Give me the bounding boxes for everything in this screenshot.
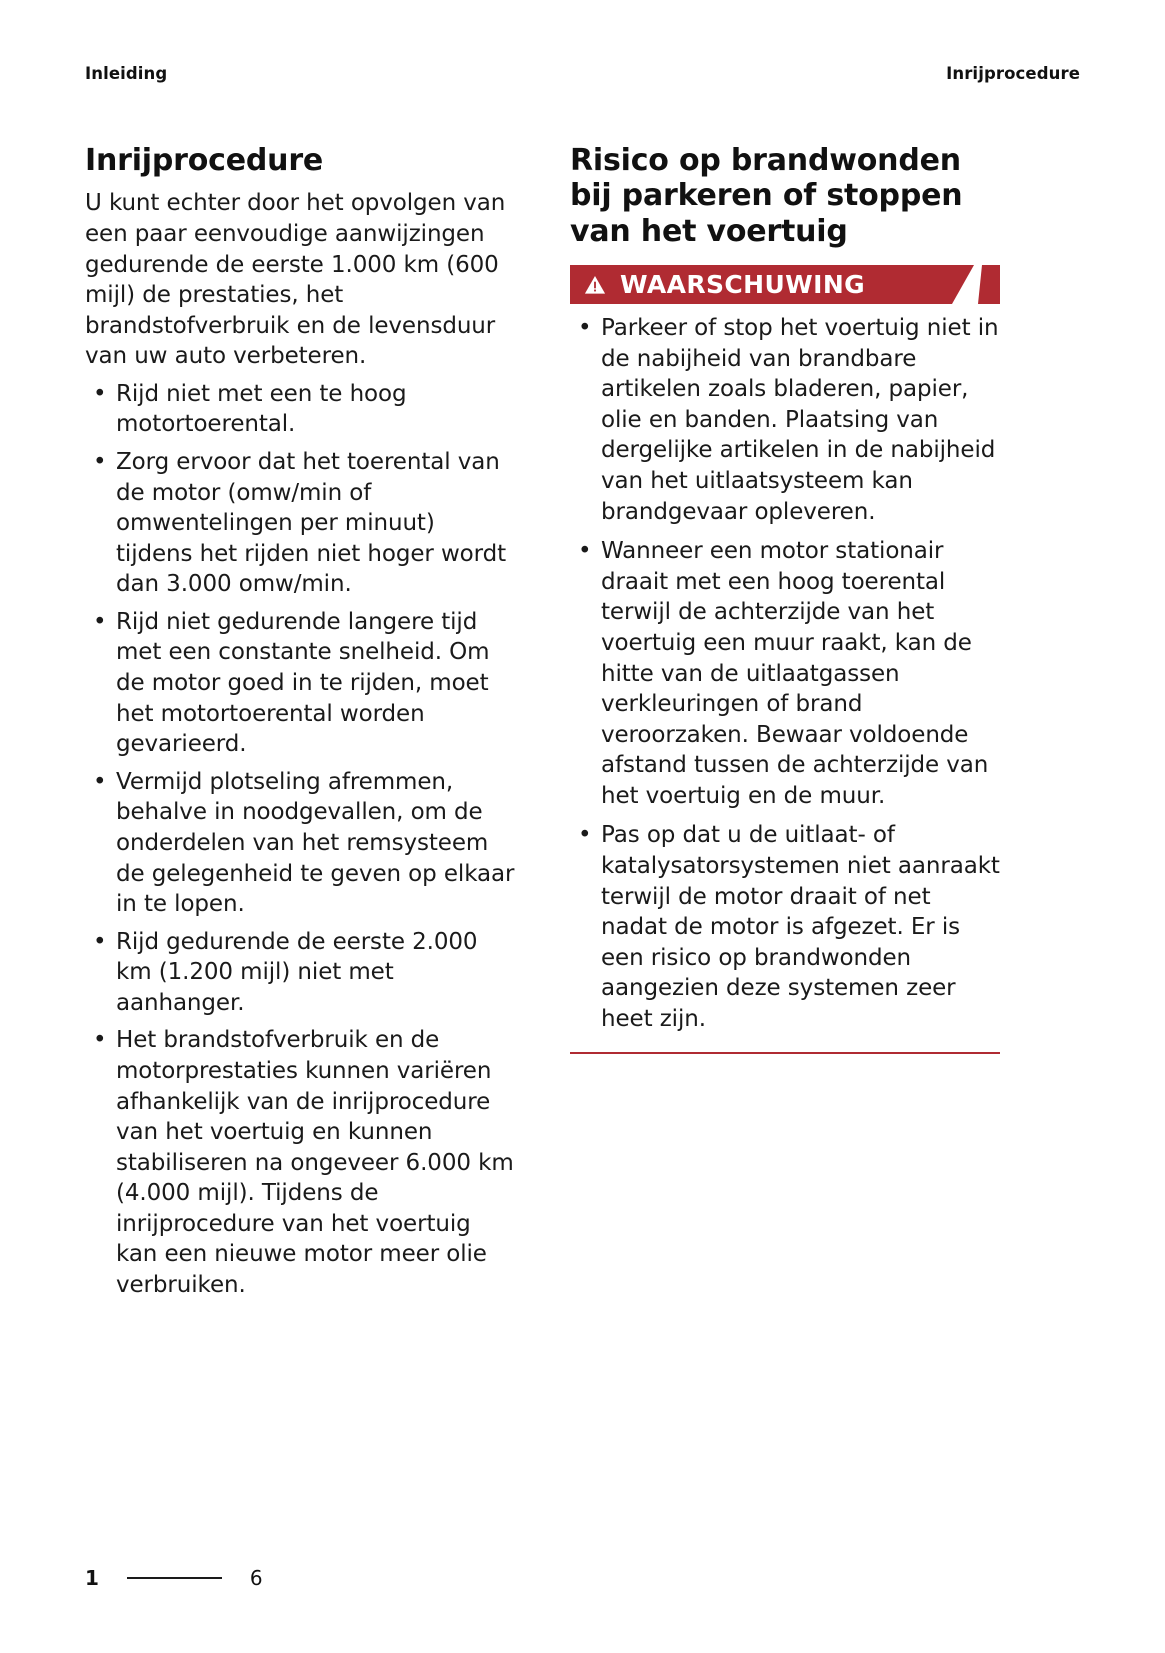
running-header xyxy=(85,64,1080,83)
warning-banner xyxy=(570,265,1000,304)
bullet-point-icon: • xyxy=(578,538,592,565)
list-item xyxy=(570,536,1000,811)
banner-diagonal-stripes-icon xyxy=(890,265,1000,304)
content-columns xyxy=(85,143,1080,1301)
header-section-right: Inrijprocedure xyxy=(946,64,1080,83)
list-item xyxy=(85,607,515,760)
bullet-point-icon: • xyxy=(93,380,107,407)
list-item xyxy=(85,927,515,1019)
left-section-title: Inrijprocedure xyxy=(85,143,324,178)
list-item-text: Zorg ervoor dat het toerental van de motor (omw/min of omwentelingen per minuut) tijdens het rijden niet hoger wordt dan 3.000 omw/min. xyxy=(116,449,507,598)
bullet-point-icon: • xyxy=(93,449,107,476)
list-item xyxy=(85,447,515,600)
footer-divider xyxy=(127,1577,222,1579)
bullet-point-icon: • xyxy=(578,315,592,342)
left-bullet-list xyxy=(85,379,515,1301)
warning-end-rule xyxy=(570,1052,1000,1054)
list-item-text: Vermijd plotseling afremmen, behalve in noodgevallen, om de onderdelen van het remsysteem de gelegenheid te geven op elkaar in te lopen. xyxy=(116,768,515,918)
list-item xyxy=(570,820,1000,1034)
left-column xyxy=(85,143,515,1301)
warning-body xyxy=(570,313,1000,1034)
warning-triangle-icon xyxy=(584,274,606,296)
bullet-point-icon: • xyxy=(578,822,592,849)
list-item xyxy=(85,767,515,920)
right-column xyxy=(570,143,1000,1301)
warning-bullet-list xyxy=(570,313,1000,1034)
list-item-text: Pas op dat u de uitlaat- of katalysatorsystemen niet aanraakt terwijl de motor draait of net nadat de motor is afgezet. Er is een risico op brandwonden aangezien deze systemen zeer heet zijn. xyxy=(601,822,1000,1032)
bullet-point-icon: • xyxy=(93,1027,107,1054)
header-section-left: Inleiding xyxy=(85,64,168,83)
list-item-text: Het brandstofverbruik en de motorprestaties kunnen variëren afhankelijk van de inrijprocedure van het voertuig en kunnen stabiliseren na ongeveer 6.000 km (4.000 mijl). Tijdens de inrijprocedure van het voertuig kan een nieuwe motor meer olie verbruiken. xyxy=(116,1027,514,1299)
bullet-point-icon: • xyxy=(93,768,107,795)
page-footer xyxy=(85,1566,263,1590)
list-item xyxy=(570,313,1000,527)
list-item-text: Rijd niet met een te hoog motortoerental. xyxy=(116,380,407,438)
list-item-text: Rijd gedurende de eerste 2.000 km (1.200 mijl) niet met aanhanger. xyxy=(116,928,478,1016)
bullet-point-icon: • xyxy=(93,928,107,955)
list-item-text: Wanneer een motor stationair draait met een hoog toerental terwijl de achterzijde van het voertuig een muur raakt, kan de hitte van de uitlaatgassen verkleuringen of brand veroorzaken. Bewaar voldoende afstand tussen de achterzijde van het voertuig en de muur. xyxy=(601,538,989,809)
left-intro-paragraph: U kunt echter door het opvolgen van een paar eenvoudige aanwijzingen gedurende de eerste 1.000 km (600 mijl) de prestaties, het brandstofverbruik en de levensduur van uw auto verbeteren. xyxy=(85,190,506,370)
list-item-text: Rijd niet gedurende langere tijd met een constante snelheid. Om de motor goed in te rijden, moet het motortoerental worden gevarieerd. xyxy=(116,608,490,758)
list-item xyxy=(85,1025,515,1300)
right-section-title: Risico op brandwonden bij parkeren of stoppen van het voertuig xyxy=(570,143,963,249)
warning-label: WAARSCHUWING xyxy=(620,270,866,300)
list-item-text: Parkeer of stop het voertuig niet in de nabijheid van brandbare artikelen zoals bladeren, papier, olie en banden. Plaatsing van dergelijke artikelen in de nabijheid van het uitlaatsysteem kan brandgevaar opleveren. xyxy=(601,315,999,525)
page-number: 6 xyxy=(249,1566,263,1590)
warning-block xyxy=(570,265,1000,1054)
bullet-point-icon: • xyxy=(93,608,107,635)
chapter-number: 1 xyxy=(85,1566,99,1590)
list-item xyxy=(85,379,515,440)
